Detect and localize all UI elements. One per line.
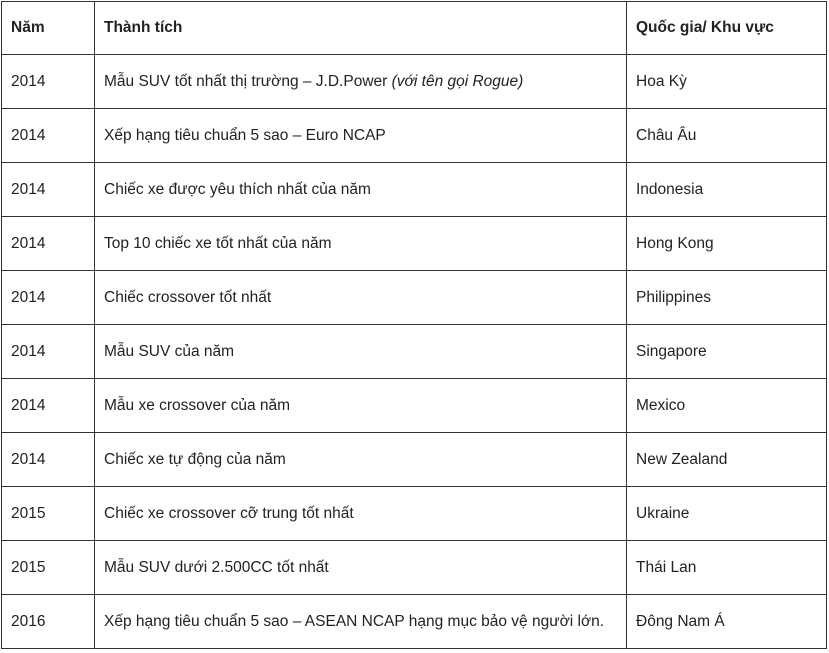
- table-row: [2, 325, 827, 379]
- achievement-text: Mẫu SUV tốt nhất thị trường – J.D.Power: [104, 72, 392, 90]
- cell-country: Châu Âu: [627, 109, 827, 163]
- cell-achievement: Mẫu xe crossover của năm: [95, 379, 627, 433]
- cell-achievement: Mẫu SUV của năm: [95, 325, 627, 379]
- cell-country: Ukraine: [627, 487, 827, 541]
- cell-achievement: Chiếc xe được yêu thích nhất của năm: [95, 163, 627, 217]
- cell-year: 2014: [2, 325, 95, 379]
- awards-table: [1, 1, 827, 649]
- cell-achievement: Chiếc xe crossover cỡ trung tốt nhất: [95, 487, 627, 541]
- cell-year: 2014: [2, 271, 95, 325]
- cell-country: Singapore: [627, 325, 827, 379]
- header-achievement: Thành tích: [95, 2, 627, 55]
- cell-achievement: Xếp hạng tiêu chuẩn 5 sao – Euro NCAP: [95, 109, 627, 163]
- cell-achievement: [95, 55, 627, 109]
- cell-country: Indonesia: [627, 163, 827, 217]
- cell-country: Thái Lan: [627, 541, 827, 595]
- header-year: Năm: [2, 2, 95, 55]
- cell-country: Hong Kong: [627, 217, 827, 271]
- cell-year: 2015: [2, 541, 95, 595]
- cell-year: 2014: [2, 55, 95, 109]
- cell-achievement: Mẫu SUV dưới 2.500CC tốt nhất: [95, 541, 627, 595]
- table-row: [2, 55, 827, 109]
- table-row: [2, 433, 827, 487]
- table-row: [2, 271, 827, 325]
- table-row: [2, 379, 827, 433]
- cell-year: 2014: [2, 109, 95, 163]
- achievement-note: (với tên gọi Rogue): [391, 72, 524, 90]
- cell-country: Philippines: [627, 271, 827, 325]
- table-row: [2, 595, 827, 649]
- cell-year: 2014: [2, 217, 95, 271]
- cell-country: Đông Nam Á: [627, 595, 827, 649]
- table-row: [2, 163, 827, 217]
- cell-country: New Zealand: [627, 433, 827, 487]
- table-row: [2, 487, 827, 541]
- cell-year: 2016: [2, 595, 95, 649]
- cell-achievement: Chiếc xe tự động của năm: [95, 433, 627, 487]
- cell-achievement: Top 10 chiếc xe tốt nhất của năm: [95, 217, 627, 271]
- cell-country: Mexico: [627, 379, 827, 433]
- table-header-row: [2, 2, 827, 55]
- table-row: [2, 217, 827, 271]
- cell-year: 2015: [2, 487, 95, 541]
- cell-year: 2014: [2, 433, 95, 487]
- cell-achievement: Chiếc crossover tốt nhất: [95, 271, 627, 325]
- cell-year: 2014: [2, 163, 95, 217]
- cell-achievement: Xếp hạng tiêu chuẩn 5 sao – ASEAN NCAP hạng mục bảo vệ người lớn.: [95, 595, 627, 649]
- table-row: [2, 109, 827, 163]
- cell-country: Hoa Kỳ: [627, 55, 827, 109]
- cell-year: 2014: [2, 379, 95, 433]
- table-row: [2, 541, 827, 595]
- header-country: Quốc gia/ Khu vực: [627, 2, 827, 55]
